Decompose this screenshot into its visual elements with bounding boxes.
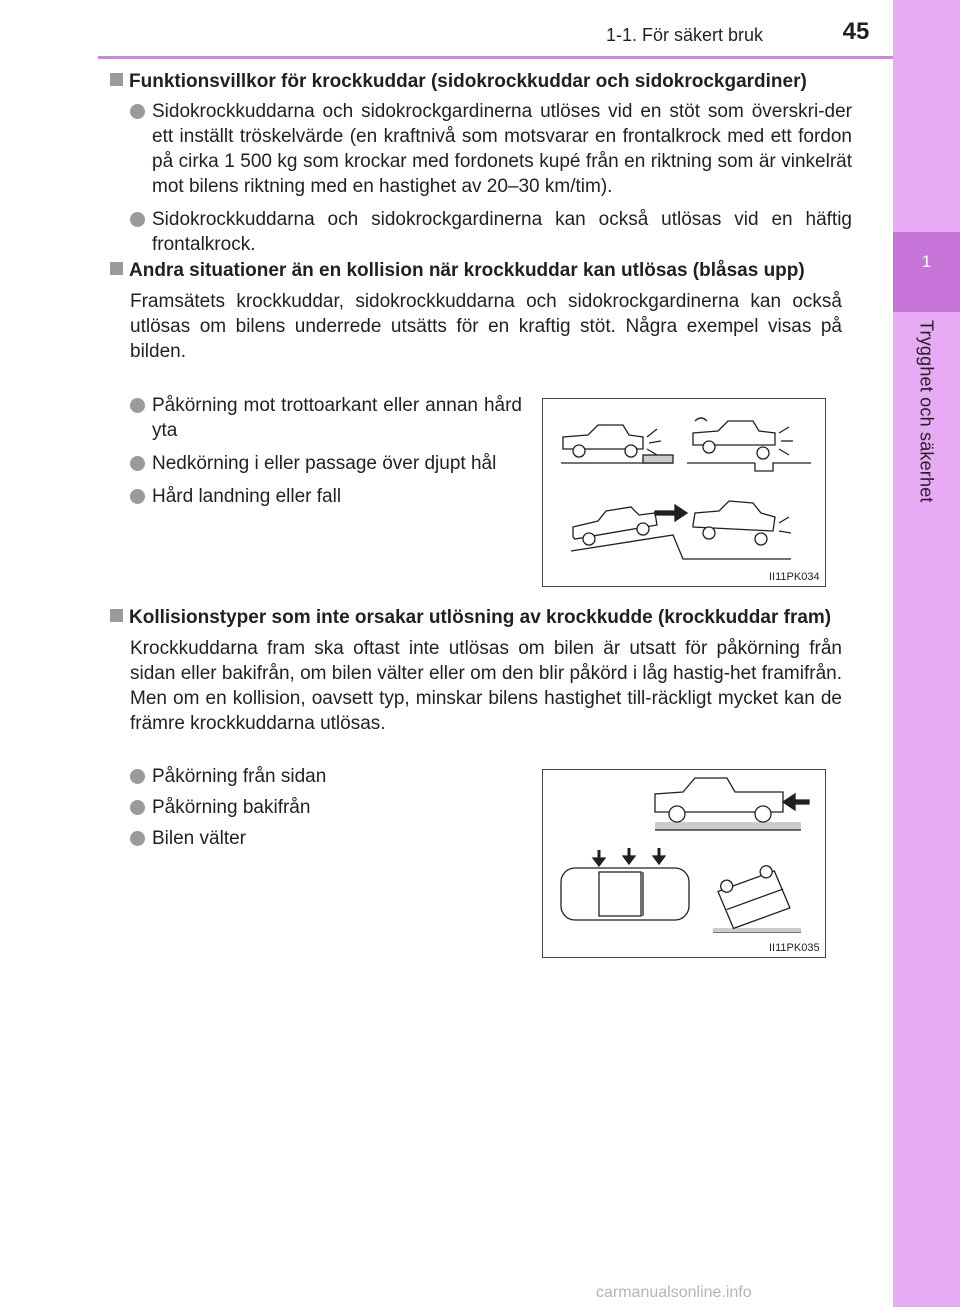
truck-curb-icon — [561, 425, 673, 463]
truck-landing-icon — [571, 501, 791, 559]
circle-bullet-icon — [130, 800, 145, 815]
side-tab-number: 1 — [921, 252, 932, 271]
circle-bullet-icon — [130, 104, 145, 119]
section-other-situations — [110, 258, 852, 364]
figure-underbody-impacts — [542, 398, 826, 587]
list-item: Sidokrockkuddarna och sidokrockgardinerna kan också utlösas vid en häftig frontalkrock. — [130, 207, 852, 257]
list-item: Nedkörning i eller passage över djupt hål — [130, 451, 522, 476]
section-no-deployment — [110, 605, 852, 736]
truck-hole-icon — [687, 418, 811, 471]
list-item: Bilen välter — [130, 826, 430, 851]
square-bullet-icon — [110, 262, 123, 275]
list-item: Påkörning mot trottoarkant eller annan hård yta — [130, 393, 522, 443]
header-rule — [98, 56, 893, 59]
list-item: Påkörning bakifrån — [130, 795, 430, 820]
list-item: Påkörning från sidan — [130, 764, 430, 789]
square-bullet-icon — [110, 609, 123, 622]
circle-bullet-icon — [130, 398, 145, 413]
list-item: Sidokrockkuddarna och sidokrockgardinerna utlöses vid en stöt som överskri-der ett inställt tröskelvärde (en kraftnivå som motsvarar en frontalkrock med ett fordon på cirka 1 500 kg som krockar med fordonets kupé från en riktning som är vinkelrät mot bilens riktning med en hastighet av 20–30 km/tim). — [130, 99, 852, 199]
side-tab-title-wrap — [892, 320, 960, 540]
underbody-impact-illustration — [543, 399, 825, 586]
square-bullet-icon — [110, 73, 123, 86]
arrow-right-icon — [655, 505, 687, 521]
section-paragraph: Framsätets krockkuddar, sidokrockkuddarna och sidokrockgardinerna kan också utlösas om bilens underrede utsätts för en kraftig stöt. Några exempel visas på bilden. — [130, 291, 842, 362]
no-deployment-illustration — [543, 770, 825, 957]
truck-rear-impact-icon — [655, 778, 809, 830]
section-heading: Funktionsvillkor för krockkuddar (sidokrockkuddar och sidokrockgardiner) — [110, 69, 852, 94]
figure-no-deployment-collisions — [542, 769, 826, 958]
page-number: 45 — [842, 18, 870, 45]
section-side-airbag-conditions — [110, 69, 852, 257]
section-paragraph: Krockkuddarna fram ska oftast inte utlösas om bilen är utsatt för påkörning från sidan eller bakifrån, om bilen välter eller om den blir påkörd i låg hastig-het framifrån. Men om en kollision, oavsett typ, minskar bilens hastighet till-räckligt mycket kan de främre krockkuddarna utlösas. — [130, 638, 842, 734]
circle-bullet-icon — [130, 769, 145, 784]
list-item: Hård landning eller fall — [130, 484, 522, 509]
arrow-left-icon — [783, 794, 809, 810]
side-tab — [893, 0, 960, 1307]
no-deployment-list — [130, 764, 430, 851]
section-heading: Kollisionstyper som inte orsakar utlösning av krockkudde (krockkuddar fram) — [110, 605, 852, 630]
circle-bullet-icon — [130, 489, 145, 504]
figure-code: II11PK034 — [769, 571, 820, 583]
chapter-title: 1-1. För säkert bruk — [606, 25, 764, 45]
circle-bullet-icon — [130, 831, 145, 846]
figure-code: II11PK035 — [769, 942, 820, 954]
section-heading: Andra situationer än en kollision när krockkuddar kan utlösas (blåsas upp) — [110, 258, 852, 283]
circle-bullet-icon — [130, 212, 145, 227]
side-tab-active-chapter — [893, 232, 960, 312]
truck-side-impact-icon — [561, 848, 689, 920]
watermark: carmanualsonline.info — [596, 1284, 752, 1301]
circle-bullet-icon — [130, 456, 145, 471]
truck-rollover-icon — [713, 863, 801, 932]
underbody-impact-list — [130, 393, 522, 509]
side-tab-title: Trygghet och säkerhet — [916, 320, 937, 503]
